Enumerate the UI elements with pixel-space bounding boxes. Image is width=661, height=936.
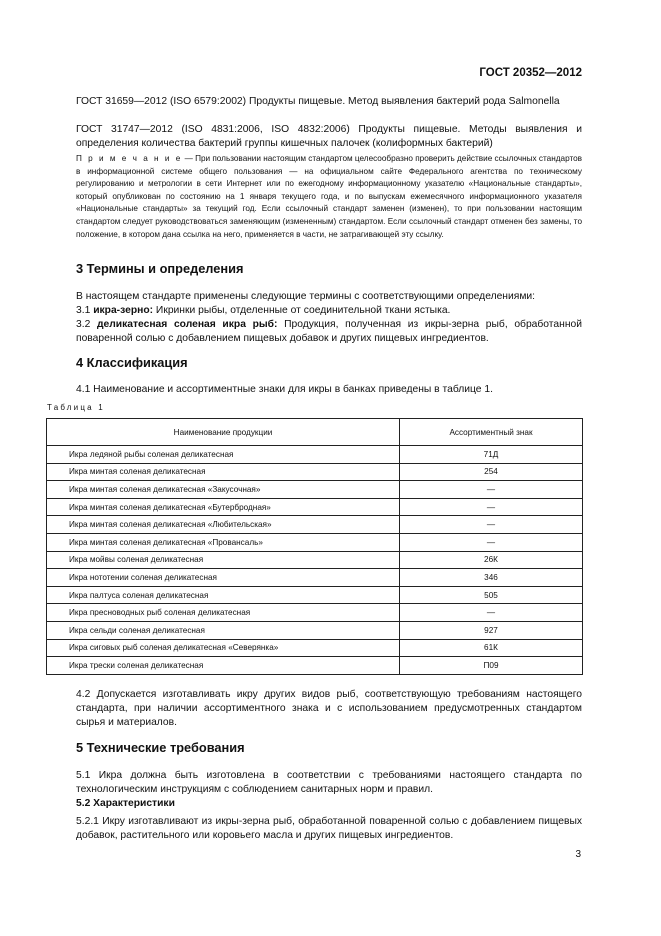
- paragraph-4-2: 4.2 Допускается изготавливать икру других видов рыб, соответствующую требованиям настоящего стандарта, при наличии ассортиментного знака и с использованием предусмотренных стандартом сырья и материалов.: [76, 689, 582, 728]
- product-name-cell: Икра мойвы соленая деликатесная: [47, 551, 400, 569]
- product-name-cell: Икра сельди соленая деликатесная: [47, 621, 400, 639]
- assortment-sign-cell: —: [400, 604, 583, 622]
- table-row: [47, 463, 583, 481]
- section-3-title: 3 Термины и определения: [76, 261, 244, 276]
- term-3-2: 3.2 деликатесная соленая икра рыб: Продукция, полученная из икры-зерна рыб, обработанной поваренной солью с добавлением пищевых добавок и других пищевых ингредиентов.: [76, 319, 582, 344]
- assortment-table: [46, 418, 583, 675]
- section-4-title: 4 Классификация: [76, 355, 188, 370]
- document-code: ГОСТ 20352—2012: [479, 67, 582, 79]
- paragraph-4-1: 4.1 Наименование и ассортиментные знаки для икры в банках приведены в таблице 1.: [76, 384, 493, 395]
- assortment-sign-cell: —: [400, 481, 583, 499]
- assortment-sign-cell: —: [400, 498, 583, 516]
- table-row: [47, 657, 583, 675]
- assortment-sign-cell: —: [400, 516, 583, 534]
- product-name-cell: Икра минтая соленая деликатесная: [47, 463, 400, 481]
- note-text: — При пользовании настоящим стандартом целесообразно проверить действие ссылочных стандартов в информационной системе общего пользования — на официальном сайте Федерального агентства по техническому регулированию и метрологии в сети Интернет или по ежегодному информационному указателю «Национальные стандарты», который опубликован по состоянию на 1 января текущего года, и по выпускам ежемесячного информационного указателя «Национальные стандарты» за текущий год. Если ссылочный стандарт заменен (изменен), то при пользовании настоящим стандартом следует руководствоваться заменяющим (измененным) стандартом. Если ссылочный стандарт отменен без замены, то положение, в котором дана ссылка на него, применяется в части, не затрагивающей эту ссылку.: [76, 154, 583, 239]
- product-name-cell: Икра минтая соленая деликатесная «Любительская»: [47, 516, 400, 534]
- table-header-row: [47, 419, 583, 446]
- assortment-sign-cell: 71Д: [400, 446, 583, 464]
- paragraph-5-2-1: 5.2.1 Икру изготавливают из икры-зерна рыб, обработанной поваренной солью с добавлением пищевых добавок, растительного или коровьего масла и других пищевых ингредиентов.: [76, 816, 582, 841]
- assortment-sign-cell: П09: [400, 657, 583, 675]
- reference-gost-31747: ГОСТ 31747—2012 (ISO 4831:2006, ISO 4832:2006) Продукты пищевые. Методы выявления и определения количества бактерий группы кишечных палочек (колиформных бактерий): [76, 124, 582, 149]
- table-row: [47, 604, 583, 622]
- reference-gost-31659: ГОСТ 31659—2012 (ISO 6579:2002) Продукты пищевые. Метод выявления бактерий рода Salmonella: [76, 96, 560, 107]
- table-row: [47, 551, 583, 569]
- table-row: [47, 446, 583, 464]
- table-caption: Таблица 1: [47, 403, 105, 412]
- product-name-cell: Икра палтуса соленая деликатесная: [47, 586, 400, 604]
- term-3-1-name: икра-зерно:: [93, 305, 154, 316]
- product-name-cell: Икра нототении соленая деликатесная: [47, 569, 400, 587]
- table-row: [47, 569, 583, 587]
- column-header-name: Наименование продукции: [47, 419, 400, 446]
- term-3-2-name: деликатесная соленая икра рыб:: [96, 319, 278, 330]
- product-name-cell: Икра минтая соленая деликатесная «Закусочная»: [47, 481, 400, 499]
- term-3-1: 3.1 икра-зерно: Икринки рыбы, отделенные от соединительной ткани ястыка.: [76, 305, 451, 316]
- assortment-sign-cell: —: [400, 533, 583, 551]
- section-3-intro: В настоящем стандарте применены следующие термины с соответствующими определениями:: [76, 291, 536, 302]
- column-header-sign: Ассортиментный знак: [400, 419, 583, 446]
- subsection-5-2-title: 5.2 Характеристики: [76, 798, 175, 809]
- table-row: [47, 533, 583, 551]
- assortment-sign-cell: 346: [400, 569, 583, 587]
- product-name-cell: Икра минтая соленая деликатесная «Провансаль»: [47, 533, 400, 551]
- note-paragraph: [76, 153, 582, 241]
- table-row: [47, 498, 583, 516]
- table-row: [47, 621, 583, 639]
- product-name-cell: Икра минтая соленая деликатесная «Бутербродная»: [47, 498, 400, 516]
- assortment-sign-cell: 26К: [400, 551, 583, 569]
- product-name-cell: Икра трески соленая деликатесная: [47, 657, 400, 675]
- table-row: [47, 481, 583, 499]
- assortment-sign-cell: 61К: [400, 639, 583, 657]
- assortment-sign-cell: 927: [400, 621, 583, 639]
- product-name-cell: Икра сиговых рыб соленая деликатесная «Северянка»: [47, 639, 400, 657]
- table-row: [47, 586, 583, 604]
- product-name-cell: Икра ледяной рыбы соленая деликатесная: [47, 446, 400, 464]
- table-row: [47, 516, 583, 534]
- product-name-cell: Икра пресноводных рыб соленая деликатесная: [47, 604, 400, 622]
- paragraph-5-1: 5.1 Икра должна быть изготовлена в соответствии с требованиями настоящего стандарта по технологическим инструкциям с соблюдением санитарных норм и правил.: [76, 770, 582, 795]
- assortment-sign-cell: 254: [400, 463, 583, 481]
- note-label: П р и м е ч а н и е: [76, 154, 183, 163]
- table-row: [47, 639, 583, 657]
- assortment-sign-cell: 505: [400, 586, 583, 604]
- section-5-title: 5 Технические требования: [76, 740, 245, 755]
- page-number: 3: [575, 849, 581, 860]
